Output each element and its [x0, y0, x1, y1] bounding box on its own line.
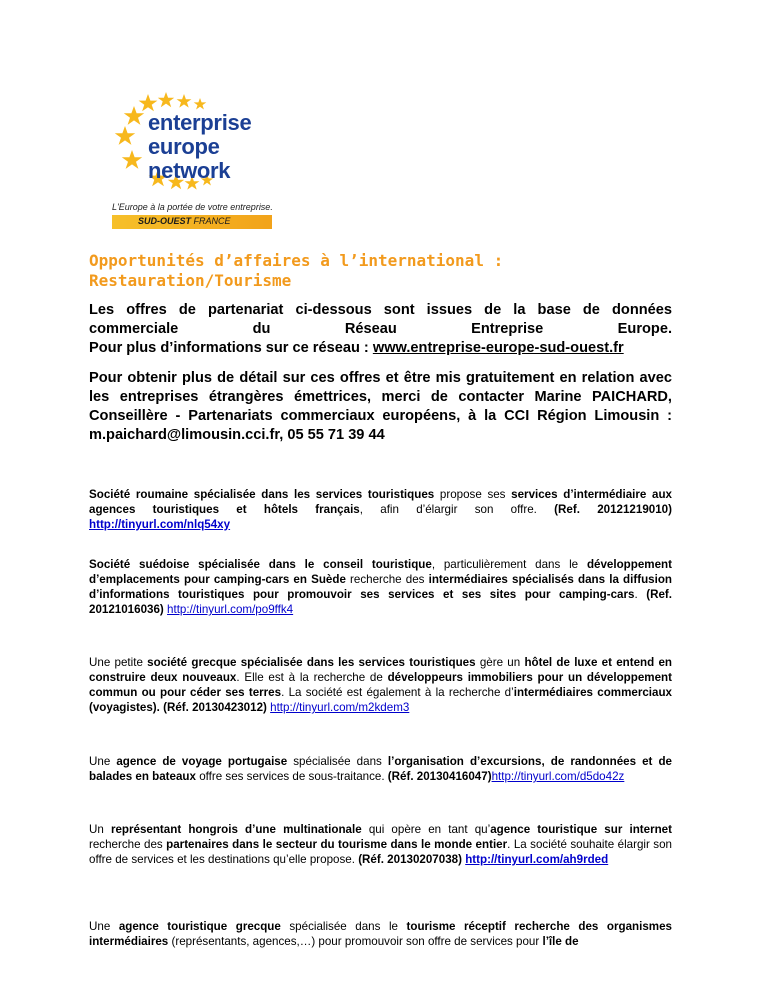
offer5-highlight: agence touristique sur internet: [490, 823, 672, 836]
offer5-text2: qui opère en tant qu’: [361, 823, 491, 836]
offer-item: [89, 919, 672, 949]
offer4-subject: agence de voyage portugaise: [116, 755, 288, 768]
star-icon: [124, 106, 144, 125]
logo-word-network: network: [148, 158, 231, 183]
offer5-text: Un: [89, 823, 111, 836]
intro1-line2: commerciale du Réseau Entreprise Europe.: [89, 321, 672, 337]
offer6-highlight2: l’île de: [542, 935, 579, 948]
intro1-line3: [89, 339, 672, 358]
star-icon: [194, 98, 207, 110]
offer-item: [89, 557, 672, 617]
intro-paragraph-2: Pour obtenir plus de détail sur ces offres et être mis gratuitement en relation avec les entreprises étrangères émettrices, merci de contacter Marine PAICHARD, Conseillère - Partenariats commerciaux européens, à la CCI Région Limousin : m.paichard@limousin.cci.fr, 05 55 71 39 44: [89, 370, 672, 443]
title-line-2: Restauration/Tourisme: [89, 271, 292, 290]
offer3-highlight2: développeurs immobiliers pour un développement commun ou pour céder ses terres: [89, 671, 672, 699]
offer1-subject: Société roumaine spécialisée dans les services touristiques: [89, 488, 435, 501]
offer-item: [89, 655, 672, 715]
offer3-text4: . La société est également à la recherche d’: [281, 686, 514, 699]
offer5-link[interactable]: http://tinyurl.com/ah9rded: [465, 853, 609, 866]
offer-item: [89, 754, 672, 784]
offer4-text2: spécialisée dans: [287, 755, 388, 768]
offer3-text3: . Elle est à la recherche de: [236, 671, 388, 684]
logo-region-light: FRANCE: [193, 216, 231, 226]
offer5-highlight2: partenaires dans le secteur du tourisme dans le monde entier: [166, 838, 508, 851]
offer3-text2: gère un: [475, 656, 525, 669]
offer6-text2: spécialisée dans le: [280, 920, 407, 933]
title-line-1: Opportunités d’affaires à l’international :: [89, 251, 504, 270]
logo-region-bold: SUD-OUEST: [138, 216, 192, 226]
logo-tagline: L'Europe à la portée de votre entreprise.: [112, 202, 273, 212]
logo-word-enterprise: enterprise: [148, 110, 252, 135]
offer6-highlight: tourisme réceptif recherche des organismes intermédiaires: [89, 920, 672, 948]
offer5-text4: . La société souhaite élargir son offre de services et les destinations qu’elle propose.: [89, 838, 672, 866]
offer5-text3: recherche des: [89, 838, 167, 851]
offer4-highlight: l’organisation d’excursions, de randonnées et de balades en bateaux: [89, 755, 672, 783]
offer4-ref: (Réf. 20130416047): [387, 770, 492, 783]
offer2-highlight2: intermédiaires spécialisés dans la diffusion d’informations touristiques pour promouvoir ses services et ses sites pour camping-cars: [89, 573, 672, 601]
offer2-text3: .: [634, 588, 647, 601]
star-icon: [115, 126, 135, 145]
intro1-line1: Les offres de partenariat ci-dessous sont issues de la base de données: [89, 302, 672, 318]
offer1-ref: (Ref. 20121219010): [554, 503, 672, 516]
offer1-link[interactable]: http://tinyurl.com/nlq54xy: [89, 518, 231, 531]
star-icon: [158, 92, 174, 107]
offer1-highlight: services d’intermédiaire aux agences touristiques et hôtels français: [89, 488, 672, 516]
offer3-highlight: hôtel de luxe et entend en construire deux nouveaux: [89, 656, 672, 684]
offer4-link[interactable]: http://tinyurl.com/d5do42z: [491, 770, 625, 783]
logo-region-bar: [112, 215, 272, 229]
network-website-link[interactable]: www.entreprise-europe-sud-ouest.fr: [372, 340, 624, 356]
offer1-text2: , afin d’élargir son offre.: [359, 503, 555, 516]
offer2-highlight: développement d’emplacements pour camping-cars en Suède: [89, 558, 672, 586]
intro-paragraph-1: [89, 301, 672, 358]
offer2-text2: recherche des: [345, 573, 429, 586]
offer3-ref: (Réf. 20130423012): [159, 701, 267, 714]
offer2-subject: Société suédoise spécialisée dans le conseil touristique: [89, 558, 432, 571]
star-icon: [177, 94, 192, 108]
page-title: [89, 251, 689, 291]
offer-item: [89, 822, 672, 867]
logo-region: [138, 216, 231, 226]
logo-word-europe: europe: [148, 134, 220, 159]
offer2-text: , particulièrement dans le: [431, 558, 587, 571]
offer3-highlight3: intermédiaires commerciaux (voyagistes).: [89, 686, 672, 714]
offer3-link[interactable]: http://tinyurl.com/m2kdem3: [270, 701, 410, 714]
offer1-text: propose ses: [434, 488, 512, 501]
offer2-link[interactable]: http://tinyurl.com/po9ffk4: [167, 603, 294, 616]
enterprise-europe-network-logo: [112, 92, 292, 232]
offer6-text3: (représentants, agences,…) pour promouvoir son offre de services pour: [168, 935, 543, 948]
offer6-text: Une: [89, 920, 119, 933]
offer3-subject: société grecque spécialisée dans les services touristiques: [147, 656, 476, 669]
offer4-text: Une: [89, 755, 117, 768]
star-icon: [139, 94, 158, 111]
offer-item: [89, 487, 672, 532]
offer5-ref: (Réf. 20130207038): [358, 853, 462, 866]
offer6-subject: agence touristique grecque: [118, 920, 281, 933]
offer2-ref: (Ref. 20121016036): [89, 588, 672, 616]
intro1-line3-prefix: Pour plus d’informations sur ce réseau :: [89, 340, 373, 356]
offer5-subject: représentant hongrois d’une multinationale: [110, 823, 362, 836]
offer3-text: Une petite: [89, 656, 148, 669]
star-icon: [122, 150, 142, 169]
offer4-text3: offre ses services de sous-traitance.: [195, 770, 388, 783]
